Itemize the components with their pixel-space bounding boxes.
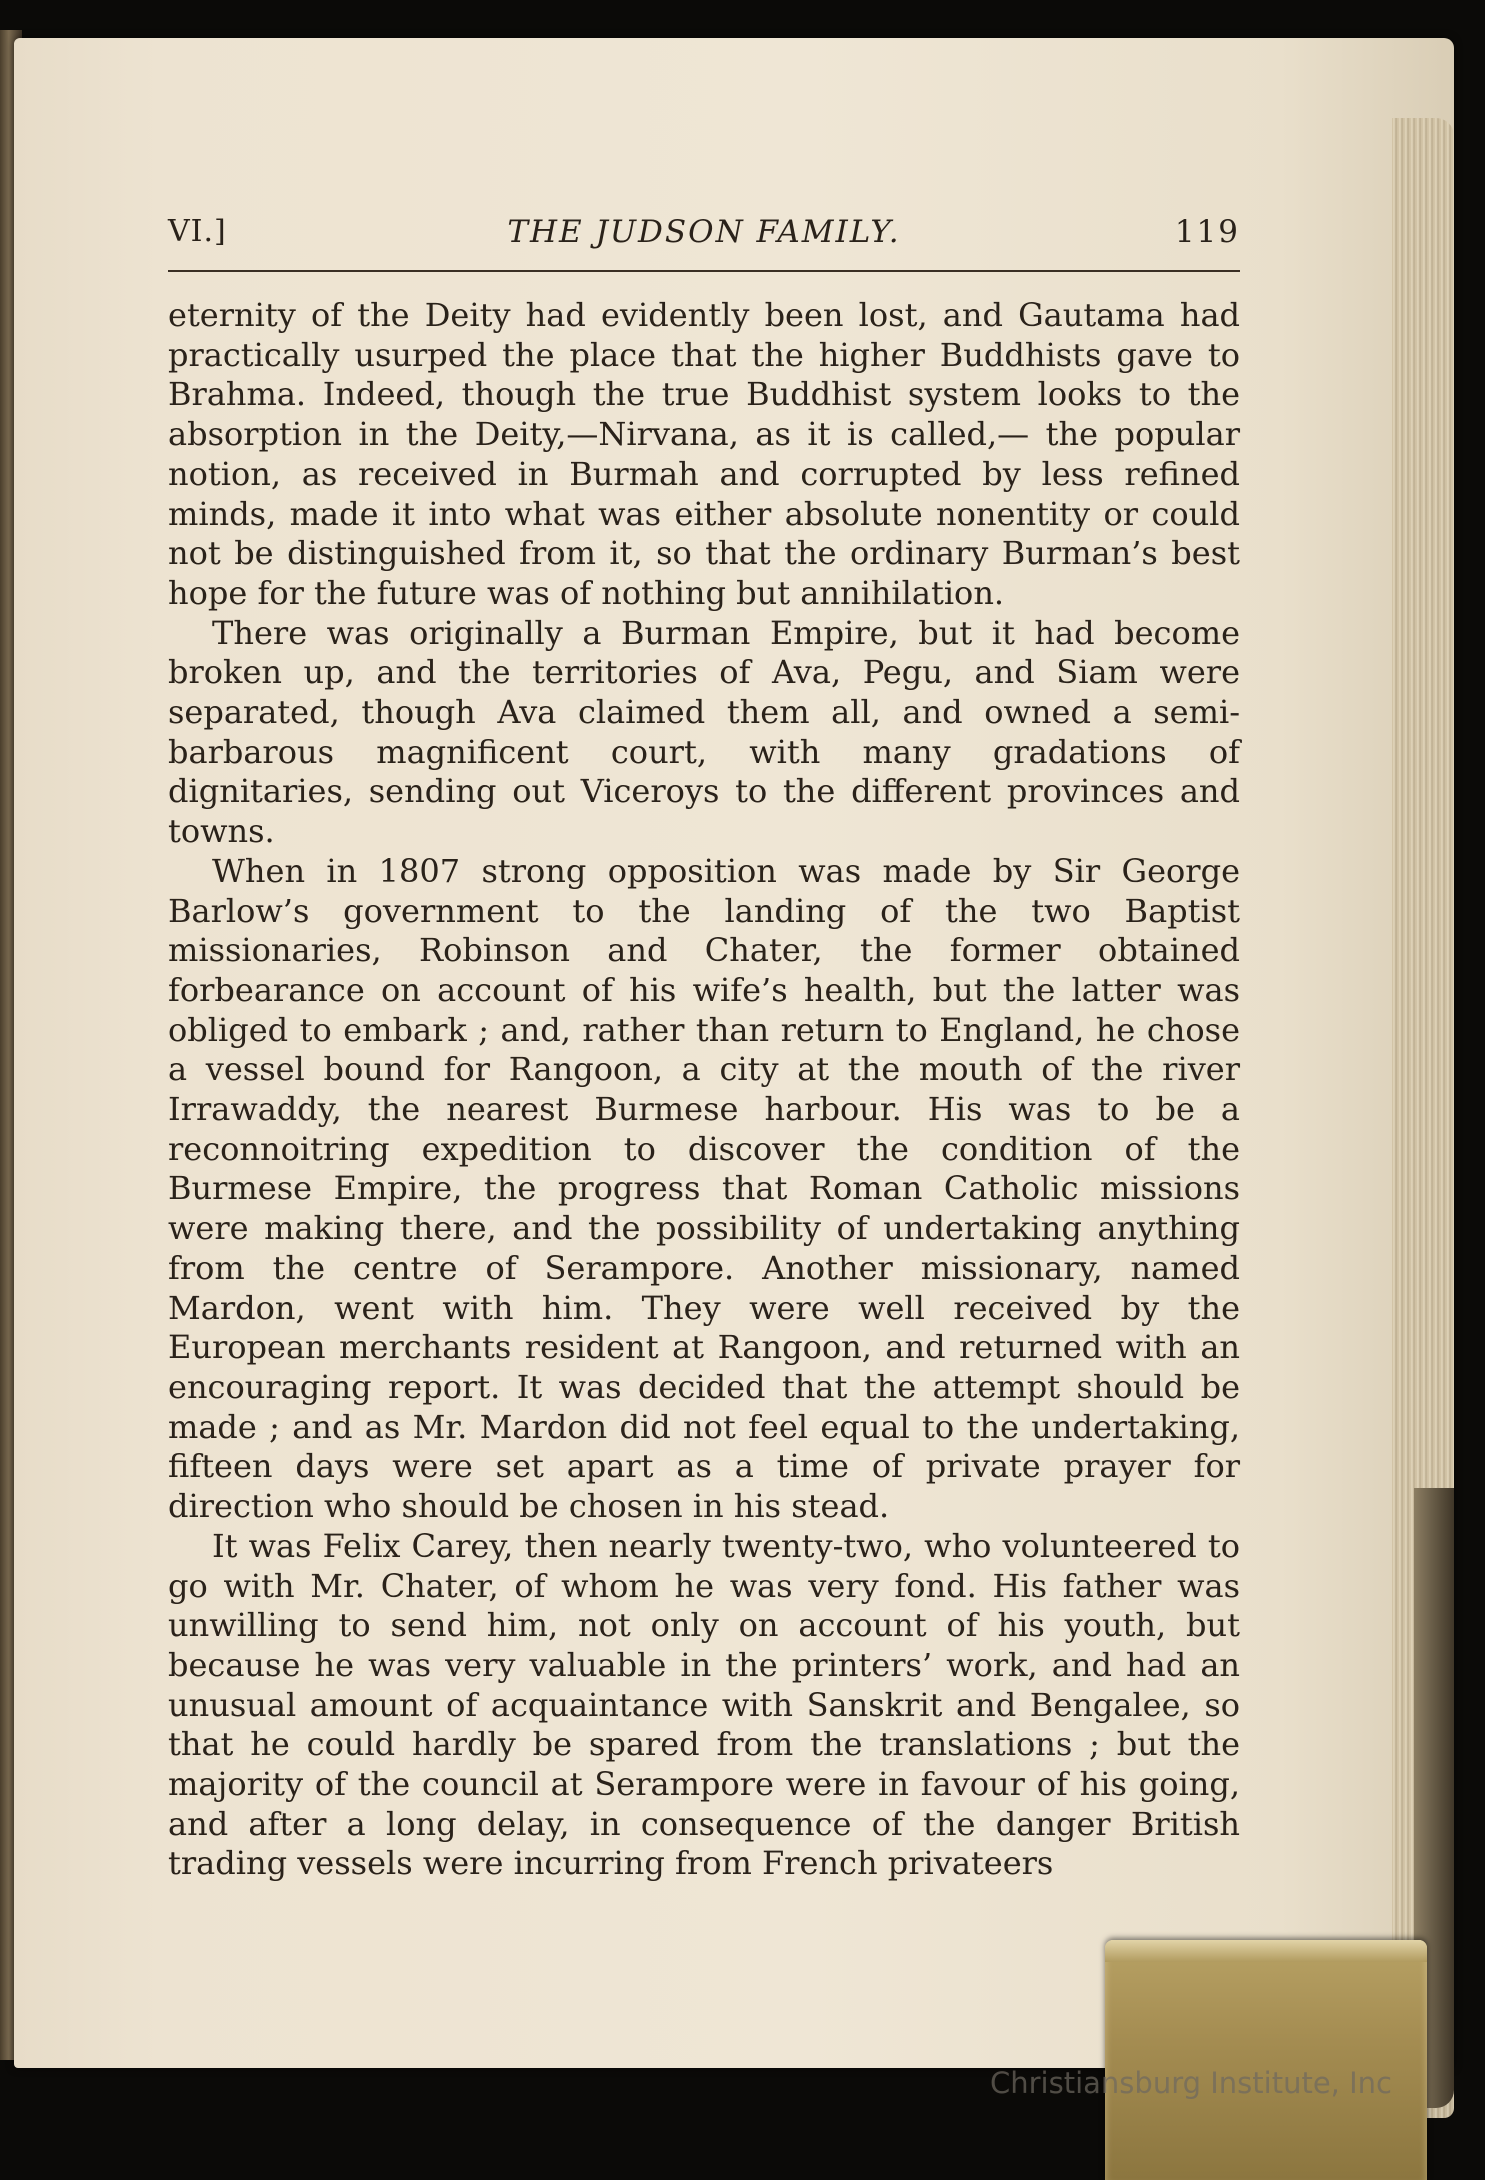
paragraph: It was Felix Carey, then nearly twenty-two, who volunteered to go with Mr. Chater, of whom he was very fond. His father was unwilling to send him, not only on account of his youth, but because he was very valuable in the printers’ work, and had an unusual amount of acquaintance with Sanskrit and Bengalee, so that he could hardly be spared from the translations ; but the majority of the council at Serampore were in favour of his going, and after a long delay, in consequence of the danger British trading vessels were incurring from French privateers (168, 1526, 1240, 1883)
paragraph: When in 1807 strong opposition was made by Sir George Barlow’s government to the landing of the two Baptist missionaries, Robinson and Chater, the former obtained forbearance on account of his wife’s health, but the latter was obliged to embark ; and, rather than return to England, he chose a vessel bound for Rangoon, a city at the mouth of the river Irrawaddy, the nearest Burmese harbour. His was to be a reconnoitring expedition to discover the condition of the Burmese Empire, the progress that Roman Catholic missions were making there, and the possibility of undertaking anything from the centre of Serampore. Another missionary, named Mardon, went with him. They were well received by the European merchants resident at Rangoon, and returned with an encouraging report. It was decided that the attempt should be made ; and as Mr. Mardon did not feel equal to the undertaking, fifteen days were set apart as a time of private prayer for direction who should be chosen in his stead. (168, 851, 1240, 1526)
body-text (168, 296, 1240, 1884)
watermark: Christiansburg Institute, Inc (990, 2066, 1392, 2100)
chapter-marker: VI.] (168, 214, 227, 249)
paragraph: eternity of the Deity had evidently been lost, and Gautama had practically usurped the place that the higher Buddhists gave to Brahma. Indeed, though the true Buddhist system looks to the absorption in the Deity,—Nirvana, as it is called,— the popular notion, as received in Burmah and corrupted by less refined minds, made it into what was either absolute nonentity or could not be distinguished from it, so that the ordinary Burman’s best hope for the future was of nothing but annihilation. (168, 296, 1240, 612)
page-number: 119 (1174, 214, 1240, 250)
running-header (168, 214, 1240, 260)
paragraph: There was originally a Burman Empire, but it had become broken up, and the territories of Ava, Pegu, and Siam were separated, though Ava claimed them all, and owned a semi-barbarous magnificent court, with many gradations of dignitaries, sending out Viceroys to the different provinces and towns. (168, 613, 1240, 851)
brass-page-clip (1105, 1940, 1427, 2180)
brass-clip-top (1105, 1940, 1427, 1962)
running-title: THE JUDSON FAMILY. (507, 214, 901, 250)
header-rule (168, 270, 1240, 272)
